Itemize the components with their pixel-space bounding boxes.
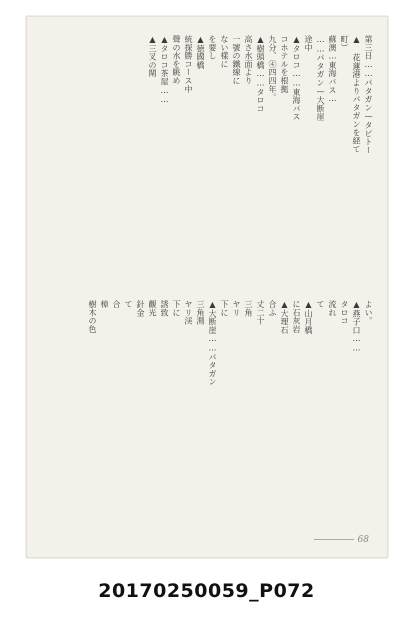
text-line: ▲徳國橋 xyxy=(196,35,205,70)
bottom-text-block xyxy=(41,300,373,532)
text-line: ▲ 花蓮港よりパタガンを経て xyxy=(352,35,361,154)
top-text-block xyxy=(41,35,373,283)
text-line: ▲樹頭橋……タロコ xyxy=(256,35,265,113)
text-line: 九分、④四四年。 xyxy=(268,35,277,102)
text-line: 合 xyxy=(112,300,121,309)
text-line: 下に xyxy=(172,300,181,317)
text-line: ▲タロコ……東海バス xyxy=(292,35,301,121)
text-line: ▲大理石 xyxy=(280,300,289,335)
text-line: に石灰岩 xyxy=(292,300,301,334)
text-line: 統探勝コース中 xyxy=(184,35,193,94)
text-line: 流れ xyxy=(328,300,337,317)
text-line: 樹木の色 xyxy=(88,300,97,334)
page-number xyxy=(314,535,369,545)
text-line: 聲の水を眺め xyxy=(172,35,181,85)
text-line: 一號の鐵線に xyxy=(232,35,241,85)
text-line: ない樣に xyxy=(220,35,229,69)
text-line: を要し xyxy=(208,35,217,60)
text-line: ……パタガン—大断崖 xyxy=(316,35,325,121)
text-line: 樟 xyxy=(100,300,109,309)
text-line: 第三日……パタガン—タピトー xyxy=(364,35,373,155)
text-line: ▲大断崖……パタガン xyxy=(208,300,217,386)
scan-id-caption: 20170250059_P072 xyxy=(98,580,315,602)
text-line: て xyxy=(124,300,133,309)
text-line: 下に xyxy=(220,300,229,317)
text-line: 針金 xyxy=(136,300,145,317)
text-line: コホテルを根拠 xyxy=(280,35,289,94)
text-line: 町） xyxy=(340,35,349,52)
text-line: 三角 xyxy=(244,300,253,317)
text-line: ▲燕子口…… xyxy=(352,300,361,353)
text-line: 蘇澳…東海バス… xyxy=(328,35,337,104)
text-line: 高さ水面より xyxy=(244,35,253,85)
text-line: て xyxy=(316,300,325,309)
text-line: ▲タロコ茶屋…… xyxy=(160,35,169,105)
text-line: 丈二十 xyxy=(256,300,265,325)
text-line: 誘致 xyxy=(160,300,169,317)
text-line: 三角測 xyxy=(196,300,205,325)
page-number-rule xyxy=(314,539,354,540)
text-line: タロコ xyxy=(340,300,349,325)
text-line: ▲三叉の閘 xyxy=(148,35,157,78)
text-line: 觀光 xyxy=(148,300,157,317)
text-line: よい。 xyxy=(364,300,373,325)
section-divider xyxy=(41,289,373,290)
text-line: 途中 xyxy=(304,35,313,52)
text-line: ヤリ渓 xyxy=(184,300,193,325)
text-line: ヤリ xyxy=(232,300,241,317)
text-line: 合ふ xyxy=(268,300,277,317)
text-line: ▲山月橋 xyxy=(304,300,313,335)
page-number-text: 68 xyxy=(357,535,369,545)
document-page xyxy=(26,16,388,558)
